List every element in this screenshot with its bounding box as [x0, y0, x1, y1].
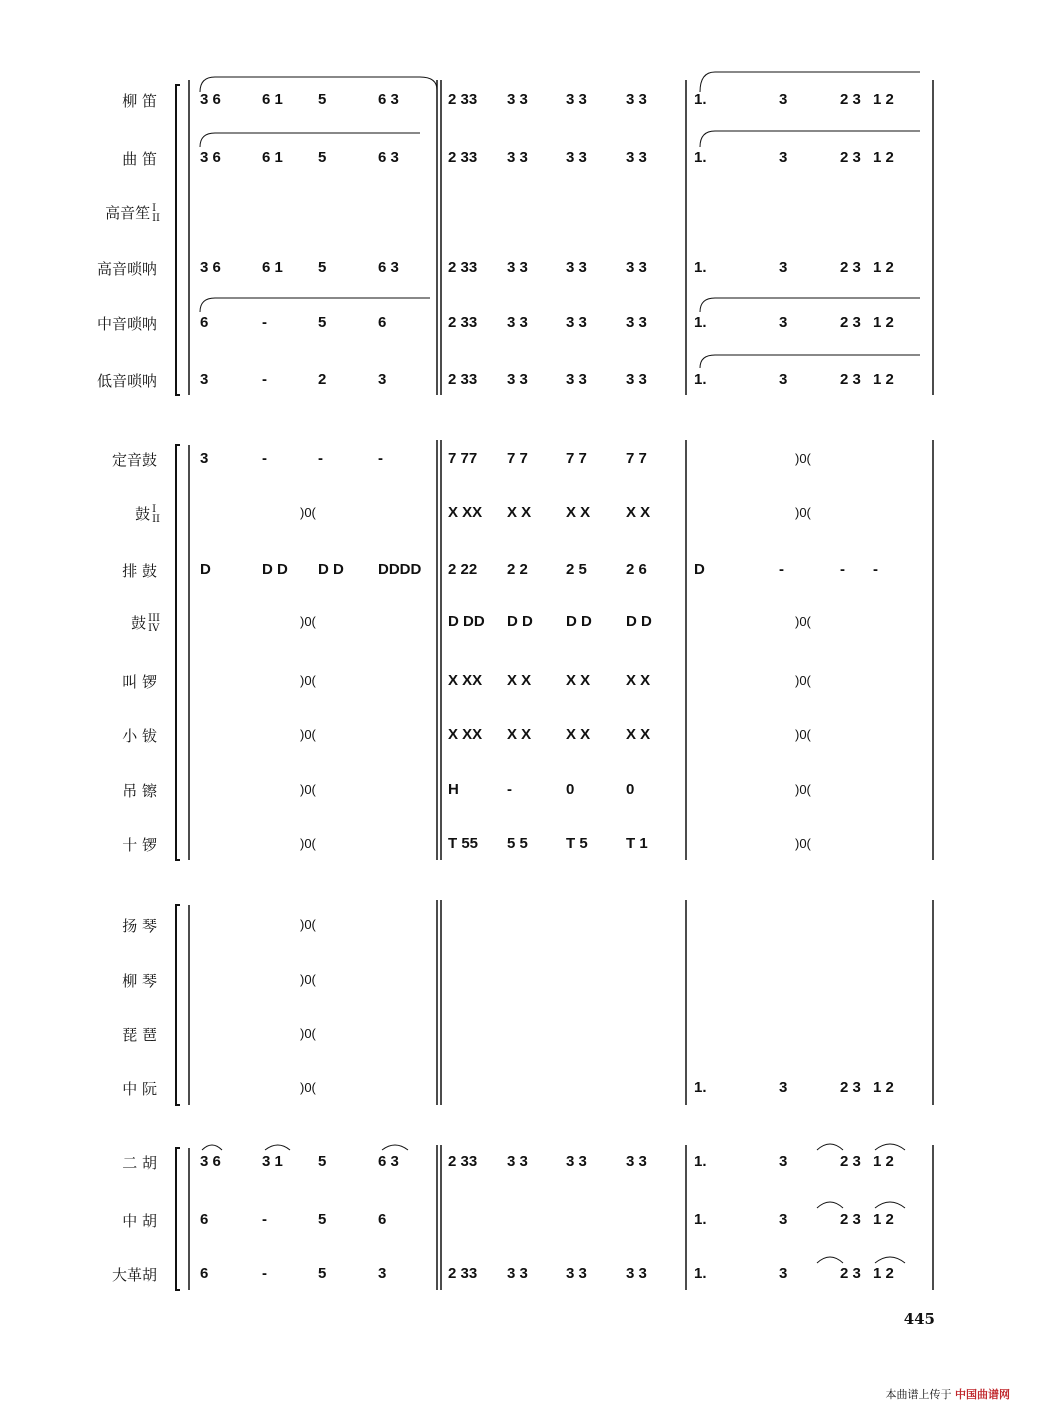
note-paigu: - — [779, 561, 784, 578]
instrument-label-gaoyin-suona — [0, 258, 157, 279]
note-gaoyin-suona: 2 3 — [840, 259, 861, 276]
note-qudi: 6 3 — [378, 149, 399, 166]
note-liudi: 2 3 — [840, 91, 861, 108]
footer-prefix: 本曲谱上传于 — [885, 1388, 952, 1401]
footer — [886, 1386, 1011, 1402]
note-xiaobo: X X — [566, 726, 591, 743]
note-zhongruan: 1. — [694, 1079, 707, 1096]
note-gaoyin-suona: 5 — [318, 259, 327, 276]
note-qudi: 3 3 — [566, 149, 587, 166]
note-gaoyin-suona: 2 33 — [448, 259, 478, 276]
instrument-name: 二 胡 — [122, 1154, 157, 1172]
note-liudi: 3 — [779, 91, 788, 108]
note-dingyingu: 7 7 — [507, 450, 528, 467]
note-liudi: 3 3 — [507, 91, 528, 108]
instrument-name: 定音鼓 — [111, 451, 157, 469]
note-zhongyin-suona: 5 — [318, 314, 327, 331]
note-dagehu: 1. — [694, 1265, 707, 1282]
note-liudi: 3 3 — [626, 91, 647, 108]
instrument-label-dingyingu — [0, 449, 157, 470]
instrument-part-numbers — [152, 204, 160, 224]
note-dagehu: - — [262, 1265, 267, 1282]
note-dagehu: 3 — [779, 1265, 788, 1282]
instrument-label-diyin-suona — [0, 370, 157, 391]
note-qudi: 3 3 — [626, 149, 647, 166]
note-dagehu: 3 — [378, 1265, 387, 1282]
rest-symbol: )0( — [300, 614, 316, 629]
note-zhonghu: 6 — [200, 1211, 209, 1228]
instrument-label-shiluo — [0, 834, 157, 855]
note-liudi: 5 — [318, 91, 327, 108]
note-zhonghu: 5 — [318, 1211, 327, 1228]
note-gaoyin-suona: 3 3 — [626, 259, 647, 276]
note-erhu: 5 — [318, 1153, 327, 1170]
instrument-label-qudi — [0, 148, 157, 169]
footer-brand: 中国曲谱网 — [955, 1388, 1010, 1401]
instrument-name: 中音唢呐 — [96, 315, 157, 333]
note-zhongyin-suona: 3 — [779, 314, 788, 331]
note-erhu: 1 2 — [873, 1153, 894, 1170]
note-diyin-suona: 3 3 — [626, 371, 647, 388]
note-zhongyin-suona: 3 3 — [626, 314, 647, 331]
note-zhonghu: - — [262, 1211, 267, 1228]
note-paigu: D — [200, 561, 211, 578]
rest-symbol: )0( — [795, 727, 811, 742]
note-erhu: 3 3 — [566, 1153, 587, 1170]
note-erhu: 3 3 — [626, 1153, 647, 1170]
instrument-label-zhonghu — [0, 1210, 157, 1231]
note-jiaoluo: X X — [507, 672, 532, 689]
note-erhu: 3 3 — [507, 1153, 528, 1170]
note-gu34: D D — [566, 613, 592, 630]
note-diyin-suona: 3 3 — [507, 371, 528, 388]
part-number: III — [148, 613, 160, 624]
note-dagehu: 2 33 — [448, 1265, 478, 1282]
note-dagehu: 5 — [318, 1265, 327, 1282]
note-zhongyin-suona: 2 3 — [840, 314, 861, 331]
note-zhongyin-suona: - — [262, 314, 267, 331]
instrument-name: 小 钹 — [122, 727, 157, 745]
instrument-label-erhu — [0, 1152, 157, 1173]
rest-symbol: )0( — [300, 972, 316, 987]
rest-symbol: )0( — [300, 836, 316, 851]
note-qudi: 2 3 — [840, 149, 861, 166]
rest-symbol: )0( — [300, 782, 316, 797]
instrument-label-paigu — [0, 560, 157, 581]
note-qudi: 3 3 — [507, 149, 528, 166]
instrument-name: 排 鼓 — [122, 562, 157, 580]
note-qudi: 5 — [318, 149, 327, 166]
note-gaoyin-suona: 3 — [779, 259, 788, 276]
note-paigu: - — [873, 561, 878, 578]
note-dagehu: 3 3 — [566, 1265, 587, 1282]
note-zhongruan: 1 2 — [873, 1079, 894, 1096]
note-erhu: 3 6 — [200, 1153, 221, 1170]
rest-symbol: )0( — [300, 505, 316, 520]
note-dagehu: 3 3 — [507, 1265, 528, 1282]
instrument-name: 中 阮 — [122, 1080, 157, 1098]
note-zhonghu: 1. — [694, 1211, 707, 1228]
note-zhongyin-suona: 2 33 — [448, 314, 478, 331]
note-paigu: D D — [318, 561, 344, 578]
instrument-name: 鼓 — [131, 614, 147, 632]
instrument-name: 曲 笛 — [122, 150, 157, 168]
note-diyin-suona: 3 — [378, 371, 387, 388]
instrument-label-liudi — [0, 90, 157, 111]
part-number: II — [152, 514, 160, 525]
rest-symbol: )0( — [300, 673, 316, 688]
note-paigu: 2 6 — [626, 561, 647, 578]
instrument-label-yangqin — [0, 915, 157, 936]
note-erhu: 6 3 — [378, 1153, 399, 1170]
instrument-name: 低音唢呐 — [96, 372, 157, 390]
note-shiluo: T 55 — [448, 835, 479, 852]
instrument-label-zhongyin-suona — [0, 313, 157, 334]
instrument-name: 叫 锣 — [122, 673, 157, 691]
note-zhonghu: 2 3 — [840, 1211, 861, 1228]
note-dagehu: 2 3 — [840, 1265, 861, 1282]
instrument-name: 中 胡 — [122, 1212, 157, 1230]
rest-symbol: )0( — [300, 917, 316, 932]
note-diaocha: 0 — [566, 781, 575, 798]
note-dingyingu: 3 — [200, 450, 209, 467]
note-qudi: 3 — [779, 149, 788, 166]
note-xiaobo: X XX — [448, 726, 483, 743]
rest-symbol: )0( — [795, 782, 811, 797]
rest-symbol: )0( — [300, 727, 316, 742]
note-zhonghu: 3 — [779, 1211, 788, 1228]
note-zhongyin-suona: 6 — [378, 314, 387, 331]
instrument-label-liuqin — [0, 970, 157, 991]
note-qudi: 6 1 — [262, 149, 283, 166]
instrument-name: 鼓 — [135, 505, 151, 523]
note-dingyingu: - — [318, 450, 323, 467]
note-diyin-suona: 3 — [779, 371, 788, 388]
note-gaoyin-suona: 1 2 — [873, 259, 894, 276]
rest-symbol: )0( — [795, 505, 811, 520]
rest-symbol: )0( — [795, 673, 811, 688]
part-number: II — [152, 213, 160, 224]
instrument-name: 柳 笛 — [122, 92, 157, 110]
note-zhongyin-suona: 3 3 — [507, 314, 528, 331]
part-number: I — [152, 504, 157, 515]
instrument-label-gu12 — [0, 503, 160, 525]
instrument-name: 高音唢呐 — [96, 260, 157, 278]
instrument-label-gu34 — [0, 612, 160, 634]
note-diaocha: H — [448, 781, 459, 798]
note-dagehu: 1 2 — [873, 1265, 894, 1282]
note-dagehu: 6 — [200, 1265, 209, 1282]
note-diyin-suona: 3 3 — [566, 371, 587, 388]
instrument-name: 高音笙 — [105, 204, 151, 222]
note-erhu: 1. — [694, 1153, 707, 1170]
note-dingyingu: - — [262, 450, 267, 467]
note-gu12: X XX — [448, 504, 483, 521]
note-erhu: 2 3 — [840, 1153, 861, 1170]
note-dingyingu: 7 77 — [448, 450, 478, 467]
note-paigu: 2 5 — [566, 561, 587, 578]
note-diyin-suona: 1. — [694, 371, 707, 388]
page-number: 445 — [903, 1310, 935, 1328]
note-diaocha: - — [507, 781, 512, 798]
note-gu12: X X — [566, 504, 591, 521]
note-zhongruan: 2 3 — [840, 1079, 861, 1096]
note-qudi: 1 2 — [873, 149, 894, 166]
note-shiluo: T 1 — [626, 835, 648, 852]
instrument-label-pipa — [0, 1024, 157, 1045]
note-gaoyin-suona: 6 3 — [378, 259, 399, 276]
note-erhu: 2 33 — [448, 1153, 478, 1170]
note-zhonghu: 1 2 — [873, 1211, 894, 1228]
note-paigu: D — [694, 561, 705, 578]
note-dingyingu: 7 7 — [566, 450, 587, 467]
note-jiaoluo: X X — [566, 672, 591, 689]
instrument-part-numbers — [152, 505, 160, 525]
instrument-label-zhongruan — [0, 1078, 157, 1099]
note-liudi: 3 3 — [566, 91, 587, 108]
note-zhongyin-suona: 1 2 — [873, 314, 894, 331]
rest-symbol: )0( — [795, 836, 811, 851]
note-zhongyin-suona: 3 3 — [566, 314, 587, 331]
note-diyin-suona: 1 2 — [873, 371, 894, 388]
note-liudi: 1 2 — [873, 91, 894, 108]
note-liudi: 6 1 — [262, 91, 283, 108]
note-dingyingu: 7 7 — [626, 450, 647, 467]
note-shiluo: T 5 — [566, 835, 588, 852]
instrument-name: 扬 琴 — [122, 917, 157, 935]
note-liudi: 2 33 — [448, 91, 478, 108]
note-jiaoluo: X XX — [448, 672, 483, 689]
note-diyin-suona: 2 33 — [448, 371, 478, 388]
note-gaoyin-suona: 6 1 — [262, 259, 283, 276]
instrument-part-numbers — [148, 614, 160, 634]
instrument-label-jiaoluo — [0, 671, 157, 692]
part-number: I — [152, 203, 157, 214]
instrument-name: 柳 琴 — [122, 972, 157, 990]
note-qudi: 2 33 — [448, 149, 478, 166]
note-dingyingu: - — [378, 450, 383, 467]
instrument-label-diaocha — [0, 780, 157, 801]
note-qudi: 1. — [694, 149, 707, 166]
note-erhu: 3 — [779, 1153, 788, 1170]
note-gaoyin-suona: 3 3 — [566, 259, 587, 276]
note-shiluo: 5 5 — [507, 835, 528, 852]
note-jiaoluo: X X — [626, 672, 651, 689]
note-gu12: X X — [507, 504, 532, 521]
note-zhonghu: 6 — [378, 1211, 387, 1228]
note-dagehu: 3 3 — [626, 1265, 647, 1282]
note-gaoyin-suona: 3 3 — [507, 259, 528, 276]
note-diyin-suona: 2 — [318, 371, 327, 388]
note-liudi: 3 6 — [200, 91, 221, 108]
note-zhongyin-suona: 6 — [200, 314, 209, 331]
rest-symbol: )0( — [795, 451, 811, 466]
note-diyin-suona: - — [262, 371, 267, 388]
note-liudi: 1. — [694, 91, 707, 108]
note-gu34: D D — [507, 613, 533, 630]
note-diaocha: 0 — [626, 781, 635, 798]
note-gu34: D D — [626, 613, 652, 630]
note-qudi: 3 6 — [200, 149, 221, 166]
instrument-label-dagehu — [0, 1264, 157, 1285]
instrument-name: 十 锣 — [122, 836, 157, 854]
instrument-label-xiaobo — [0, 725, 157, 746]
note-diyin-suona: 3 — [200, 371, 209, 388]
rest-symbol: )0( — [795, 614, 811, 629]
note-gu12: X X — [626, 504, 651, 521]
note-xiaobo: X X — [507, 726, 532, 743]
note-paigu: 2 2 — [507, 561, 528, 578]
note-gaoyin-suona: 3 6 — [200, 259, 221, 276]
rest-symbol: )0( — [300, 1080, 316, 1095]
note-gu34: D DD — [448, 613, 485, 630]
note-liudi: 6 3 — [378, 91, 399, 108]
note-zhongruan: 3 — [779, 1079, 788, 1096]
note-paigu: D D — [262, 561, 288, 578]
note-paigu: DDDD — [378, 561, 422, 578]
note-paigu: - — [840, 561, 845, 578]
note-zhongyin-suona: 1. — [694, 314, 707, 331]
note-diyin-suona: 2 3 — [840, 371, 861, 388]
instrument-name: 琵 琶 — [122, 1026, 157, 1044]
instrument-name: 吊 镲 — [122, 782, 157, 800]
part-number: IV — [148, 623, 160, 634]
instrument-name: 大革胡 — [111, 1266, 157, 1284]
note-gaoyin-suona: 1. — [694, 259, 707, 276]
note-erhu: 3 1 — [262, 1153, 283, 1170]
note-paigu: 2 22 — [448, 561, 478, 578]
note-xiaobo: X X — [626, 726, 651, 743]
rest-symbol: )0( — [300, 1026, 316, 1041]
instrument-label-gaoyinsheng — [0, 202, 160, 224]
